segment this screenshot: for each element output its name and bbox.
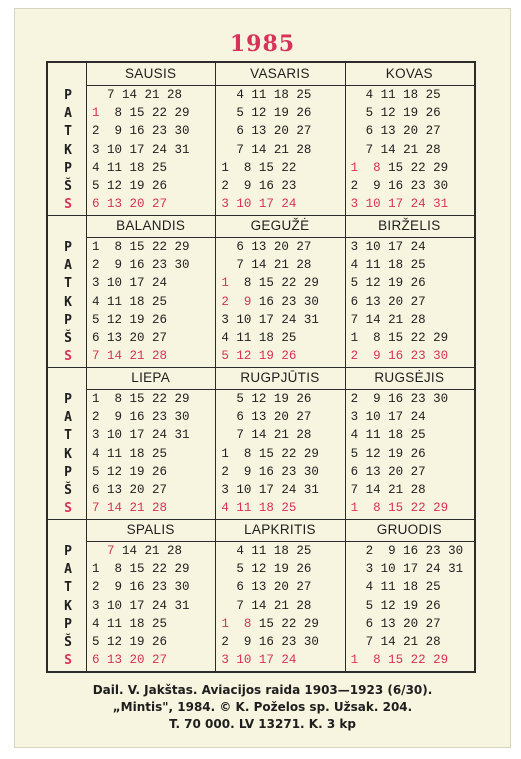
week-line: 7 14 21 28 xyxy=(221,598,312,613)
week-line: 1 8 15 22 29 xyxy=(350,331,449,345)
weekday-label: P xyxy=(64,88,72,103)
week-line: 7 14 21 28 xyxy=(221,258,312,273)
holiday-date: 2 9 xyxy=(221,294,252,309)
week-line: 1 8 15 22 29 xyxy=(92,392,190,406)
week-line: 2 9 16 23 30 xyxy=(92,580,190,595)
week-line: 5 12 19 26 xyxy=(221,106,312,121)
week-line: 5 12 19 26 xyxy=(92,312,168,327)
week-line: 1 8 15 22 29 xyxy=(221,616,319,631)
week-line: 5 12 19 26 xyxy=(350,598,441,613)
week-line: 2 9 16 23 30 xyxy=(350,544,464,558)
week-line: 4 11 18 25 xyxy=(92,446,168,461)
week-line: 4 11 18 25 xyxy=(92,294,168,309)
month-name: SPALIS xyxy=(126,522,175,537)
weekday-label: S xyxy=(64,501,72,517)
week-line: 5 12 19 26 xyxy=(92,635,168,649)
week-line: 2 9 16 23 30 xyxy=(92,258,190,273)
month-name: BALANDIS xyxy=(116,218,186,233)
week-line: 5 12 19 26 xyxy=(92,179,168,193)
week-line: 4 11 18 25 xyxy=(221,88,312,102)
week-line: 4 11 18 25 xyxy=(350,580,441,595)
week-line: 1 8 15 22 29 xyxy=(92,562,190,577)
month-name: GRUODIS xyxy=(376,522,442,537)
week-line: 6 13 20 27 xyxy=(221,240,312,254)
weekday-label: P xyxy=(64,160,72,176)
weekday-label: A xyxy=(64,410,72,426)
week-line: 1 8 15 22 29 xyxy=(221,276,319,291)
week-line: 6 13 20 27 xyxy=(92,331,168,345)
week-line: 1 8 15 22 29 xyxy=(92,106,190,121)
weekday-label: Š xyxy=(64,483,72,498)
week-line: 3 10 17 24 xyxy=(221,197,297,212)
month-name: KOVAS xyxy=(385,66,433,81)
week-line: 3 10 17 24 xyxy=(350,240,426,254)
month-name: LAPKRITIS xyxy=(244,522,316,537)
weekday-label: P xyxy=(64,544,72,559)
week-line: 1 8 15 22 29 xyxy=(221,446,319,461)
week-line: 7 14 21 28 xyxy=(221,428,312,443)
month-header-divider xyxy=(86,237,474,238)
week-line: 4 11 18 25 xyxy=(221,501,297,516)
month-name: LIEPA xyxy=(131,370,171,385)
footer-line-3: T. 70 000. LV 13271. K. 3 kp xyxy=(169,717,356,731)
week-line: 3 10 17 24 xyxy=(92,276,168,291)
week-line: 2 9 16 23 xyxy=(221,179,297,193)
week-line: 5 12 19 26 xyxy=(221,392,312,406)
week-line: 1 8 15 22 29 xyxy=(350,653,449,668)
month-name: BIRŽELIS xyxy=(378,218,441,233)
weekday-label: Š xyxy=(64,635,72,650)
week-line: 4 11 18 25 xyxy=(350,88,441,102)
week-line: 6 13 20 27 xyxy=(221,580,312,595)
week-line: 1 8 15 22 29 xyxy=(350,501,449,516)
week-line: 6 13 20 27 xyxy=(221,124,312,139)
weekday-label: A xyxy=(64,562,72,578)
week-line: 1 8 15 22 29 xyxy=(350,160,449,175)
week-line: 5 12 19 26 xyxy=(350,276,426,291)
week-line: 7 14 21 28 xyxy=(92,88,183,102)
week-line: 3 10 17 24 31 xyxy=(221,312,319,327)
week-line: 2 9 16 23 30 xyxy=(221,464,319,479)
weekday-label: Š xyxy=(64,179,72,194)
weekday-label: K xyxy=(64,142,72,158)
weekday-label: P xyxy=(64,240,72,255)
weekday-label: T xyxy=(64,428,72,444)
week-line: 2 9 16 23 30 xyxy=(221,294,319,309)
week-line: 1 8 15 22 xyxy=(221,160,297,175)
weekday-label: S xyxy=(64,653,72,669)
week-line: 1 8 15 22 29 xyxy=(92,240,190,254)
week-line: 3 10 17 24 31 xyxy=(221,483,319,497)
week-line: 2 9 16 23 30 xyxy=(92,124,190,139)
week-line: 6 13 20 27 xyxy=(350,124,441,139)
week-line: 6 13 20 27 xyxy=(92,483,168,497)
week-line: 4 11 18 25 xyxy=(92,616,168,631)
week-line: 7 14 21 28 xyxy=(92,349,168,364)
week-line: 7 14 21 28 xyxy=(350,312,426,327)
week-line: 7 14 21 28 xyxy=(350,483,426,497)
week-line: 6 13 20 27 xyxy=(350,294,426,309)
weekday-label: T xyxy=(64,580,72,596)
week-line: 7 14 21 28 xyxy=(350,142,441,157)
week-line: 2 9 16 23 30 xyxy=(350,179,449,193)
week-line: 7 14 21 28 xyxy=(92,544,183,558)
month-name: GEGUŽĖ xyxy=(250,218,310,233)
month-name: RUGPJŪTIS xyxy=(240,370,320,385)
week-line: 3 10 17 24 31 xyxy=(92,142,190,157)
weekday-label: K xyxy=(64,294,72,310)
year-title: 1985 xyxy=(229,31,296,57)
week-line: 2 9 16 23 30 xyxy=(350,349,449,364)
weekday-label: A xyxy=(64,258,72,274)
week-line: 2 9 16 23 30 xyxy=(350,392,449,406)
month-header-divider xyxy=(86,389,474,390)
weekday-label: P xyxy=(64,312,72,328)
weekday-label: S xyxy=(64,197,72,213)
month-header-divider xyxy=(86,85,474,86)
weekday-label: T xyxy=(64,276,72,292)
week-line: 5 12 19 26 xyxy=(350,106,441,121)
week-line: 5 12 19 26 xyxy=(221,562,312,577)
month-header-divider xyxy=(86,541,474,542)
week-line: 3 10 17 24 31 xyxy=(350,197,449,212)
week-line: 5 12 19 26 xyxy=(350,446,426,461)
week-line: 4 11 18 25 xyxy=(350,258,426,273)
week-line: 3 10 17 24 31 xyxy=(350,562,464,577)
week-line: 3 10 17 24 31 xyxy=(92,598,190,613)
week-line: 5 12 19 26 xyxy=(221,349,297,364)
week-line: 3 10 17 24 31 xyxy=(92,428,190,443)
week-line: 7 14 21 28 xyxy=(92,501,168,516)
week-line: 2 9 16 23 30 xyxy=(221,635,319,649)
footer-line-1: Dail. V. Jakštas. Aviacijos raida 1903—1923 (6/30). xyxy=(92,683,433,697)
week-line: 6 13 20 27 xyxy=(350,616,441,631)
holiday-date: 1 8 xyxy=(350,160,381,175)
holiday-date: 1 xyxy=(221,276,229,291)
week-line: 6 13 20 27 xyxy=(92,197,168,212)
footer-line-2: „Mintis", 1984. © K. Poželos sp. Užsak. 204. xyxy=(112,700,413,714)
weekday-label: T xyxy=(64,124,72,140)
week-line: 6 13 20 27 xyxy=(92,653,168,668)
calendar-card xyxy=(14,8,511,748)
holiday-date: 1 8 xyxy=(221,616,252,631)
week-line: 4 11 18 25 xyxy=(221,544,312,558)
week-line: 3 10 17 24 xyxy=(221,653,297,668)
week-line: 6 13 20 27 xyxy=(221,410,312,425)
weekday-label: K xyxy=(64,598,72,614)
month-name: RUGSĖJIS xyxy=(374,370,445,385)
week-line: 5 12 19 26 xyxy=(92,464,168,479)
week-line: 4 11 18 25 xyxy=(221,331,297,345)
weekday-label: S xyxy=(64,349,72,365)
week-line: 4 11 18 25 xyxy=(92,160,168,175)
week-line: 3 10 17 24 xyxy=(350,410,426,425)
month-name: SAUSIS xyxy=(125,66,177,81)
weekday-label: P xyxy=(64,392,72,407)
week-line: 4 11 18 25 xyxy=(350,428,426,443)
weekday-label: Š xyxy=(64,331,72,346)
weekday-label: A xyxy=(64,106,72,122)
week-line: 2 9 16 23 30 xyxy=(92,410,190,425)
weekday-label: K xyxy=(64,446,72,462)
holiday-date: 1 xyxy=(92,106,100,121)
holiday-date: 7 xyxy=(92,544,115,558)
weekday-label: P xyxy=(64,616,72,632)
week-line: 7 14 21 28 xyxy=(350,635,441,649)
week-line: 6 13 20 27 xyxy=(350,464,426,479)
week-line: 7 14 21 28 xyxy=(221,142,312,157)
weekday-label: P xyxy=(64,464,72,480)
month-name: VASARIS xyxy=(250,66,310,81)
calendar-grid xyxy=(46,61,476,673)
